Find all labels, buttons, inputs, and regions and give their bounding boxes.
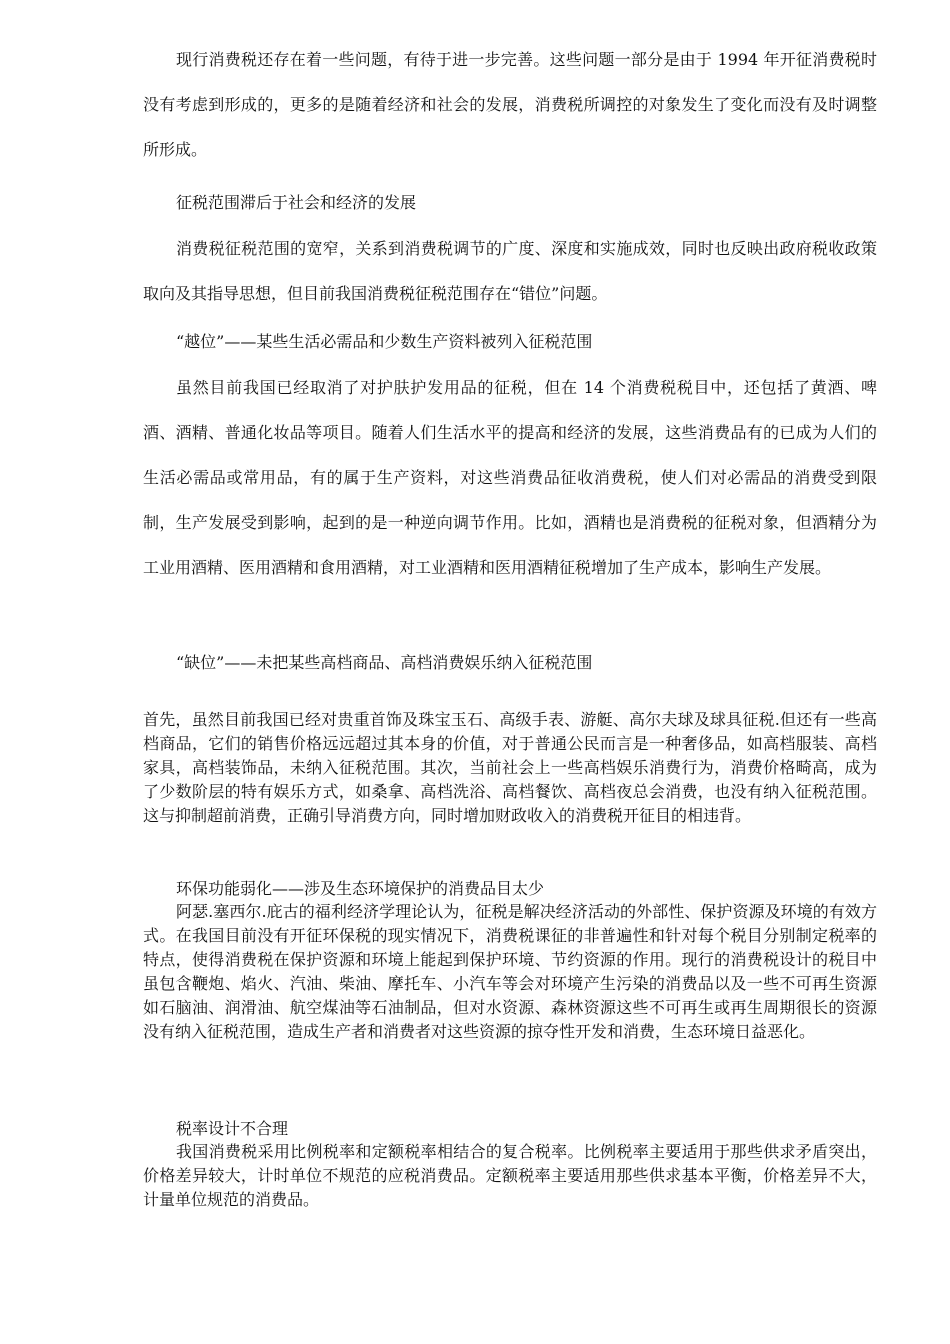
paragraph-overreach: 虽然目前我国已经取消了对护肤护发用品的征税，但在 14 个消费税税目中，还包括了黄酒、啤酒、酒精、普通化妆品等项目。随着人们生活水平的提高和经济的发展，这些消费品有的已成为人们的生活必需品或常用品，有的属于生产资料，对这些消费品征收消费税，使人们对必需品的消费受到限制，生产发展受到影响，起到的是一种逆向调节作用。比如，酒精也是消费税的征税对象，但酒精分为工业用酒精、医用酒精和食用酒精，对工业酒精和医用酒精征税增加了生产成本，影响生产发展。 — [143, 378, 877, 577]
heading-tax-rate: 税率设计不合理 — [176, 1119, 289, 1138]
heading-environment: 环保功能弱化——涉及生态环境保护的消费品目太少 — [176, 879, 545, 898]
paragraph-environment: 阿瑟.塞西尔.庇古的福利经济学理论认为，征税是解决经济活动的外部性、保护资源及环境的有效方式。在我国目前没有开征环保税的现实情况下，消费税课征的非普遍性和针对每个税目分别制定税率的特点，使得消费税在保护资源和环境上能起到保护环境、节约资源的作用。现行的消费税设计的税目中虽包含鞭炮、焰火、汽油、柴油、摩托车、小汽车等会对环境产生污染的消费品以及一些不可再生资源如石脑油、润滑油、航空煤油等石油制品，但对水资源、森林资源这些不可再生或再生周期很长的资源没有纳入征税范围，造成生产者和消费者对这些资源的掠夺性开发和消费，生态环境日益恶化。 — [143, 902, 877, 1041]
paragraph-intro: 现行消费税还存在着一些问题，有待于进一步完善。这些问题一部分是由于 1994 年开征消费税时没有考虑到形成的，更多的是随着经济和社会的发展，消费税所调控的对象发生了变化而没有及时调整所形成。 — [143, 50, 877, 159]
heading-overreach: “越位”——某些生活必需品和少数生产资料被列入征税范围 — [176, 332, 593, 351]
paragraph-scope: 消费税征税范围的宽窄，关系到消费税调节的广度、深度和实施成效，同时也反映出政府税收政策取向及其指导思想，但目前我国消费税征税范围存在“错位”问题。 — [143, 239, 877, 303]
paragraph-tax-rate: 我国消费税采用比例税率和定额税率相结合的复合税率。比例税率主要适用于那些供求矛盾突出，价格差异较大，计时单位不规范的应税消费品。定额税率主要适用那些供求基本平衡，价格差异不大，计量单位规范的消费品。 — [143, 1142, 877, 1209]
paragraph-absence: 首先，虽然目前我国已经对贵重首饰及珠宝玉石、高级手表、游艇、高尔夫球及球具征税.但还有一些高档商品，它们的销售价格远远超过其本身的价值，对于普通公民而言是一种奢侈品，如高档服装、高档家具，高档装饰品，未纳入征税范围。其次，当前社会上一些高档娱乐消费行为，消费价格畸高，成为了少数阶层的特有娱乐方式，如桑拿、高档洗浴、高档餐饮、高档夜总会消费，也没有纳入征税范围。这与抑制超前消费，正确引导消费方向，同时增加财政收入的消费税开征目的相违背。 — [143, 710, 877, 825]
heading-scope-lag: 征税范围滞后于社会和经济的发展 — [176, 193, 417, 212]
heading-absence: “缺位”——未把某些高档商品、高档消费娱乐纳入征税范围 — [176, 653, 593, 672]
